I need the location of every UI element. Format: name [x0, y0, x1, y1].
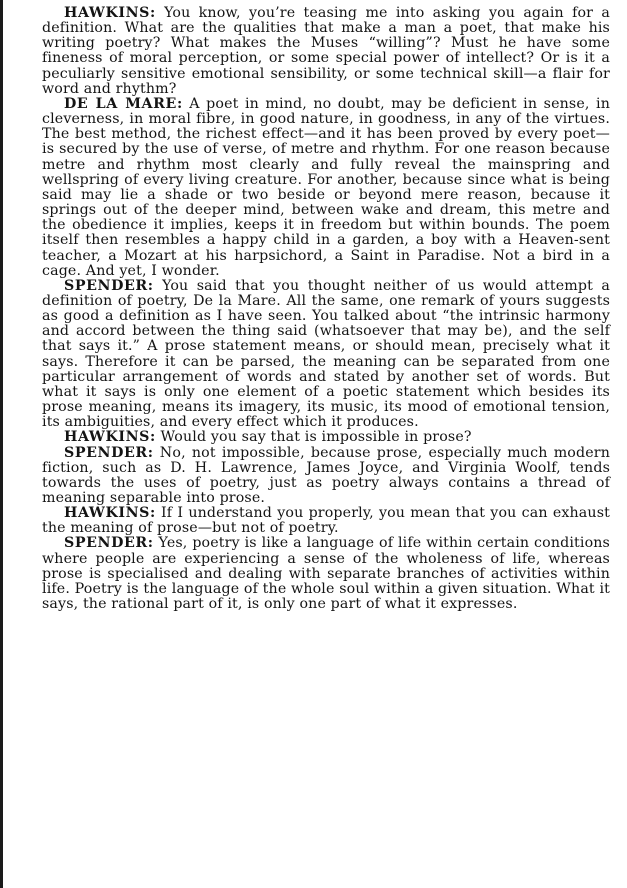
speaker-name: DE LA MARE:: [64, 95, 183, 112]
speech-text: Yes, poetry is like a language of life within certain conditions where people are experiencing a sense of the wholeness of life, whereas prose is specialised and dealing with separate branches of activities within life. Poetry is the language of the whole soul within a given situation. What it says, the rational part of it, is only one part of what it expresses.: [42, 535, 610, 613]
speech-text: Would you say that is impossible in prose?: [155, 429, 472, 446]
dialogue-column: [42, 6, 610, 612]
speaker-name: HAWKINS:: [64, 505, 156, 522]
speech-text: You know, you’re teasing me into asking you again for a definition. What are the qualities that make a man a poet, that make his writing poetry? What makes the Muses “willing”? Must he have some fineness of moral perception, or some special power of intellect? Or is it a peculiarly sensitive emotional sensibility, or some technical skill—a flair for word and rhythm?: [42, 5, 610, 97]
speaker-name: HAWKINS:: [64, 5, 156, 21]
dialogue-paragraph: [42, 506, 610, 536]
speaker-name: HAWKINS:: [64, 429, 156, 446]
dialogue-paragraph: [42, 6, 610, 97]
speech-text: If I understand you properly, you mean that you can exhaust the meaning of prose—but not of poetry.: [42, 505, 610, 537]
dialogue-paragraph: [42, 536, 610, 612]
speaker-name: SPENDER:: [64, 535, 154, 552]
speech-text: You said that you thought neither of us would attempt a definition of poetry, De la Mare. All the same, one remark of yours suggests as good a definition as I have seen. You talked about “the intrinsic harmony and accord between the thing said (whatsoever that may be), and the self that says it.” A prose statement means, or should mean, precisely what it says. Therefore it can be parsed, the meaning can be separated from one particular arrangement of words and stated by another set of words. But what it says is only one element of a poetic statement which besides its prose meaning, means its imagery, its music, its mood of emotional tension, its ambiguities, and every effect which it produces.: [42, 277, 610, 431]
page-edge-rule: [0, 0, 3, 888]
dialogue-paragraph: [42, 279, 610, 431]
dialogue-paragraph: [42, 97, 610, 279]
speaker-name: SPENDER:: [64, 444, 154, 461]
speech-text: A poet in mind, no doubt, may be deficient in sense, in cleverness, in moral fibre, in good nature, in goodness, in any of the virtues. The best method, the richest effect—and it has been proved by every poet—is secured by the use of verse, of metre and rhythm. For one reason because metre and rhythm most clearly and fully reveal the mainspring and wellspring of every living creature. For another, because since what is being said may lie a shade or two beside or beyond mere reason, because it springs out of the deeper mind, between wake and dream, this metre and the obedience it implies, keeps it in freedom but within bounds. The poem itself then resembles a happy child in a garden, a boy with a Heaven-sent teacher, a Mozart at his harpsichord, a Saint in Paradise. Not a bird in a cage. And yet, I wonder.: [42, 95, 610, 279]
speaker-name: SPENDER:: [64, 277, 154, 294]
speech-text: No, not impossible, because prose, especially much modern fiction, such as D. H. Lawrence, James Joyce, and Virginia Woolf, tends towards the uses of poetry, just as poetry always contains a thread of meaning separable into prose.: [42, 444, 610, 506]
dialogue-paragraph: [42, 446, 610, 507]
dialogue-paragraph: [42, 430, 610, 445]
